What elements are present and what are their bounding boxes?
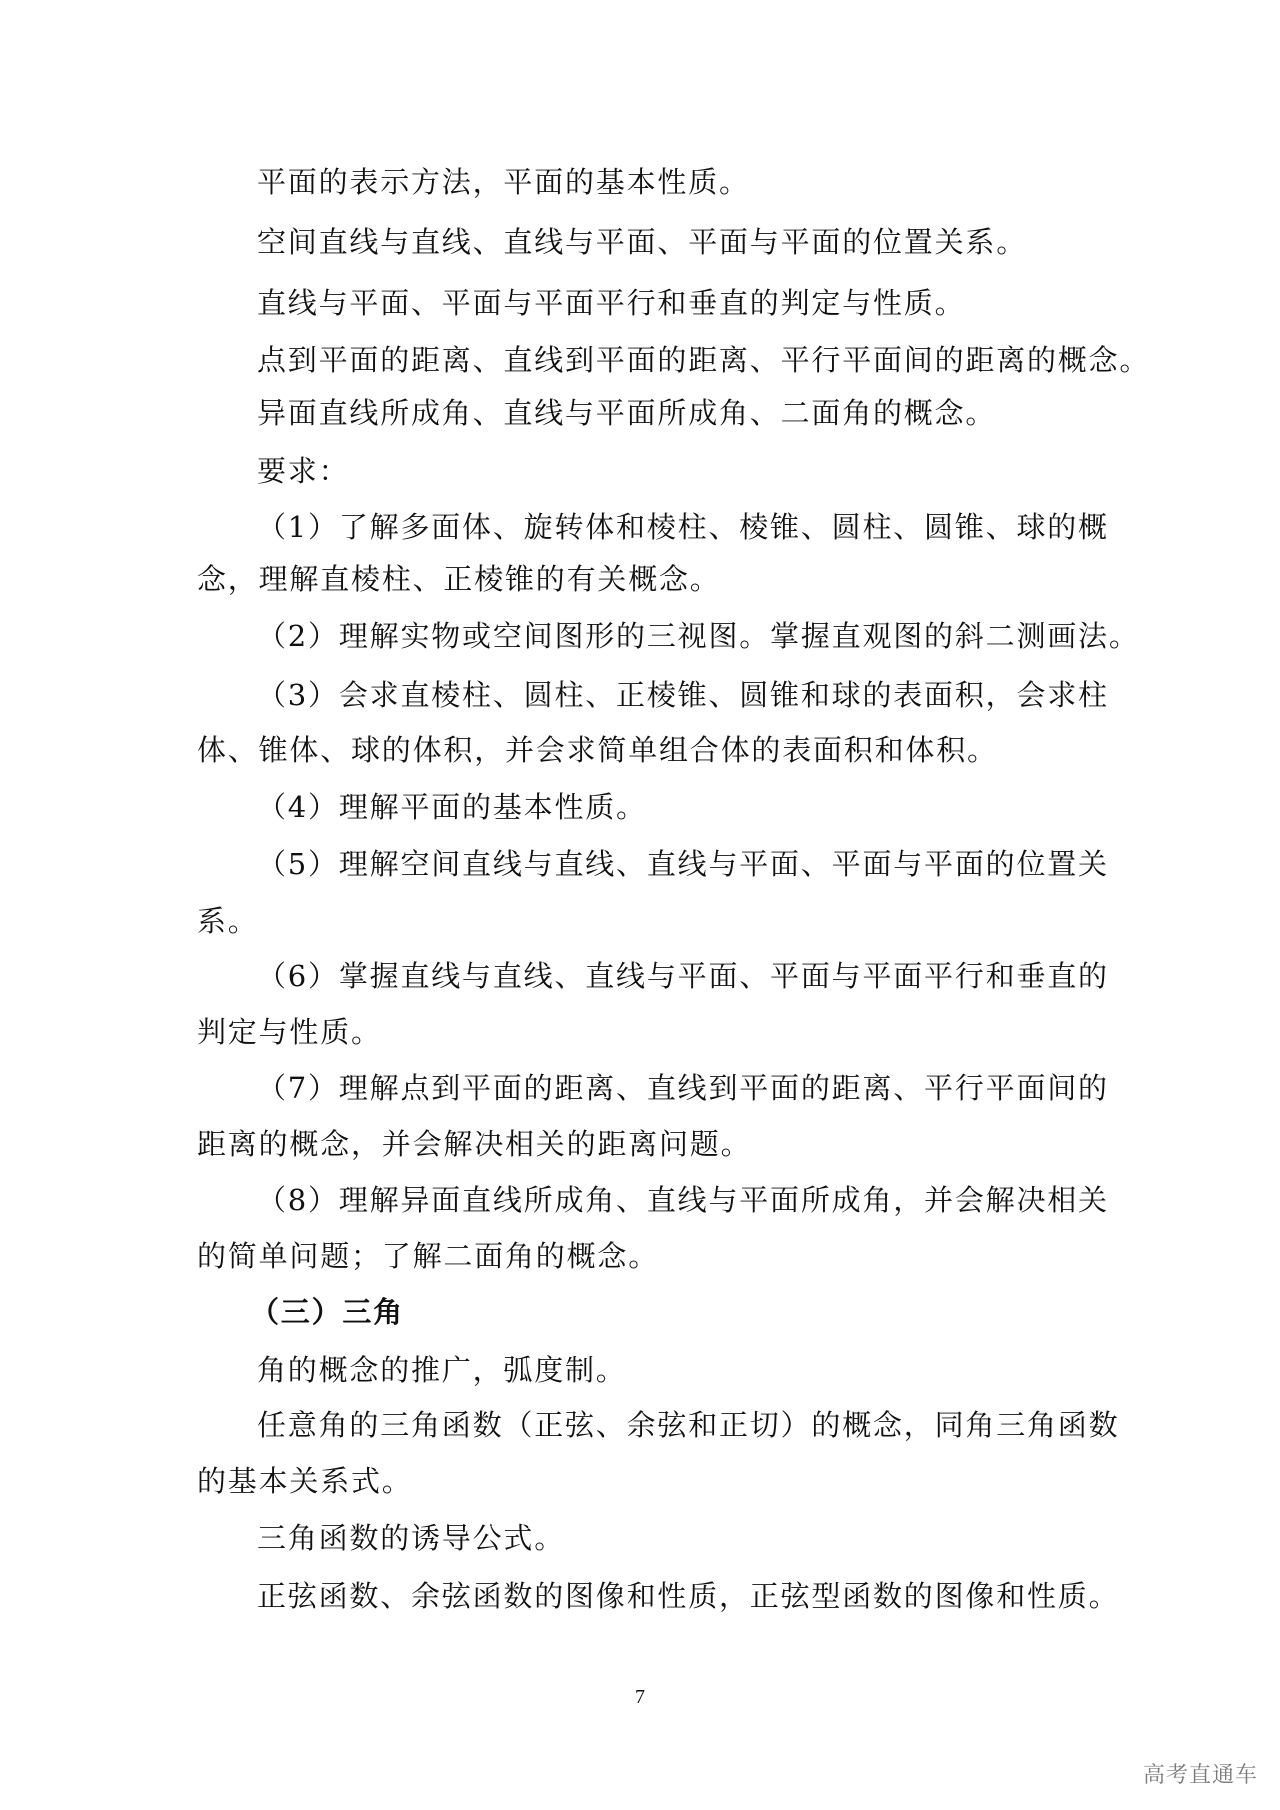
requirement-item-8: （8）理解异面直线所成角、直线与平面所成角，并会解决相关 [257, 1183, 1109, 1217]
paragraph-line: 异面直线所成角、直线与平面所成角、二面角的概念。 [257, 396, 997, 430]
requirement-item-5: （5）理解空间直线与直线、直线与平面、平面与平面的位置关 [257, 847, 1109, 881]
paragraph-line: 平面的表示方法，平面的基本性质。 [257, 165, 750, 199]
paragraph-line: 角的概念的推广，弧度制。 [257, 1353, 627, 1387]
watermark: 高考直通车 [1143, 1763, 1259, 1788]
requirement-item-3-cont: 体、锥体、球的体积，并会求简单组合体的表面积和体积。 [197, 733, 998, 767]
requirement-item-3: （3）会求直棱柱、圆柱、正棱锥、圆锥和球的表面积，会求柱 [257, 678, 1109, 712]
paragraph-line: 直线与平面、平面与平面平行和垂直的判定与性质。 [257, 286, 966, 320]
paragraph-line: 三角函数的诱导公式。 [257, 1521, 566, 1555]
section-heading: （三）三角 [250, 1295, 405, 1329]
requirement-item-5-cont: 系。 [197, 904, 259, 938]
requirement-item-6: （6）掌握直线与直线、直线与平面、平面与平面平行和垂直的 [257, 959, 1109, 993]
requirement-item-8-cont: 的简单问题；了解二面角的概念。 [197, 1239, 660, 1273]
requirement-item-7-cont: 距离的概念，并会解决相关的距离问题。 [197, 1127, 752, 1161]
paragraph-line: 正弦函数、余弦函数的图像和性质，正弦型函数的图像和性质。 [257, 1579, 1120, 1613]
paragraph-line: 空间直线与直线、直线与平面、平面与平面的位置关系。 [257, 225, 1028, 259]
requirement-item-1-cont: 念，理解直棱柱、正棱锥的有关概念。 [197, 562, 721, 596]
requirements-label: 要求： [257, 454, 350, 488]
requirement-item-6-cont: 判定与性质。 [197, 1015, 382, 1049]
requirement-item-4: （4）理解平面的基本性质。 [257, 790, 647, 824]
paragraph-line: 点到平面的距离、直线到平面的距离、平行平面间的距离的概念。 [257, 343, 1151, 377]
paragraph-line: 的基本关系式。 [197, 1464, 413, 1498]
paragraph-line: 任意角的三角函数（正弦、余弦和正切）的概念，同角三角函数 [257, 1408, 1120, 1442]
page-number: 7 [635, 1686, 645, 1708]
requirement-item-2: （2）理解实物或空间图形的三视图。掌握直观图的斜二测画法。 [257, 619, 1140, 653]
requirement-item-7: （7）理解点到平面的距离、直线到平面的距离、平行平面间的 [257, 1071, 1109, 1105]
requirement-item-1: （1）了解多面体、旋转体和棱柱、棱锥、圆柱、圆锥、球的概 [257, 510, 1109, 544]
